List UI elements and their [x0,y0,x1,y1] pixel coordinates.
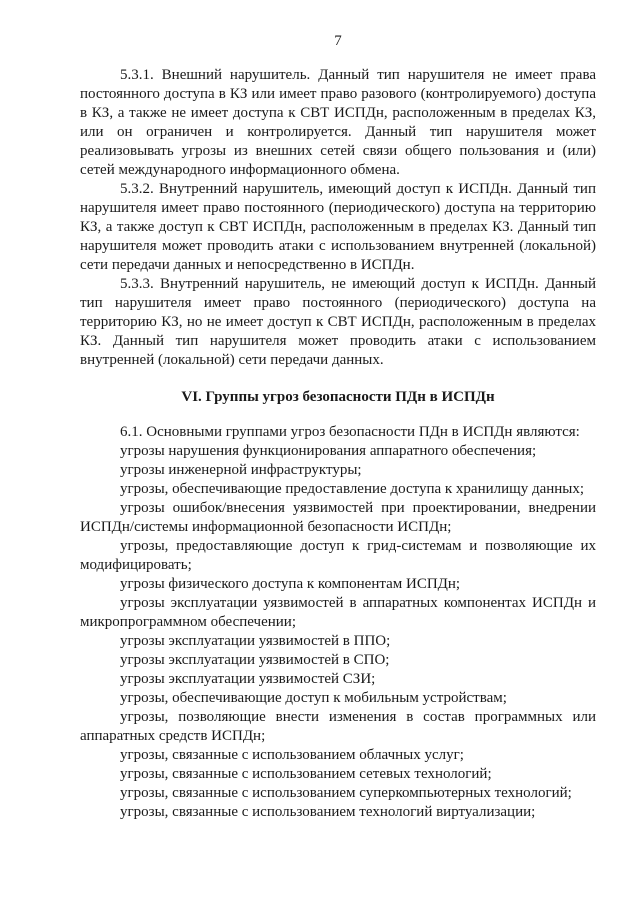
list-item: угрозы эксплуатации уязвимостей СЗИ; [120,671,376,687]
list-item: угрозы, обеспечивающие предоставление доступа к хранилищу данных; [120,481,585,497]
page-number: 7 [334,33,342,49]
section-heading: VI. Группы угроз безопасности ПДн в ИСПДн [181,389,495,405]
list-item: угрозы эксплуатации уязвимостей в аппаратных компонентах ИСПДн и микропрограммном обеспечении; [80,595,596,630]
list-item: угрозы, предоставляющие доступ к грид-системам и позволяющие их модифицировать; [80,538,596,573]
list-item: угрозы эксплуатации уязвимостей в ППО; [120,633,391,649]
document-body [80,66,596,822]
list-item: угрозы, связанные с использованием сетевых технологий; [120,766,492,782]
list-item: угрозы, позволяющие внести изменения в состав программных или аппаратных средств ИСПДн; [80,709,596,744]
document-page [80,0,596,905]
list-item: угрозы инженерной инфраструктуры; [120,462,362,478]
paragraph-5-3-3: 5.3.3. Внутренний нарушитель, не имеющий доступ к ИСПДн. Данный тип нарушителя имеет право постоянного (периодического) доступа на территорию КЗ, но не имеет доступ к СВТ ИСПДн, расположенным в пределах КЗ. Данный тип нарушителя может проводить атаки с использованием внутренней (локальной) сети передачи данных. [80,276,596,368]
paragraph-6-1: 6.1. Основными группами угроз безопасности ПДн в ИСПДн являются: [120,424,580,440]
list-item: угрозы, обеспечивающие доступ к мобильным устройствам; [120,690,507,706]
list-item: угрозы физического доступа к компонентам ИСПДн; [120,576,461,592]
paragraph-5-3-2: 5.3.2. Внутренний нарушитель, имеющий доступ к ИСПДн. Данный тип нарушителя имеет право постоянного (периодического) доступа на территорию КЗ, а также доступ к СВТ ИСПДн, расположенным в пределах КЗ. Данный тип нарушителя может проводить атаки с использованием внутренней (локальной) сети передачи данных и непосредственно в ИСПДн. [80,181,596,273]
list-item: угрозы, связанные с использованием суперкомпьютерных технологий; [120,785,572,801]
list-item: угрозы эксплуатации уязвимостей в СПО; [120,652,390,668]
list-item: угрозы, связанные с использованием технологий виртуализации; [120,804,536,820]
list-item: угрозы, связанные с использованием облачных услуг; [120,747,464,763]
list-item: угрозы нарушения функционирования аппаратного обеспечения; [120,443,537,459]
paragraph-5-3-1: 5.3.1. Внешний нарушитель. Данный тип нарушителя не имеет права постоянного доступа в КЗ или имеет право разового (контролируемого) доступа в КЗ, а также не имеет доступа к СВТ ИСПДн, расположенным в пределах КЗ, или он ограничен и контролируется. Данный тип нарушителя может реализовывать угрозы из внешних сетей связи общего пользования и (или) сетей международного информационного обмена. [80,67,596,178]
list-item: угрозы ошибок/внесения уязвимостей при проектировании, внедрении ИСПДн/системы информационной безопасности ИСПДн; [80,500,596,535]
